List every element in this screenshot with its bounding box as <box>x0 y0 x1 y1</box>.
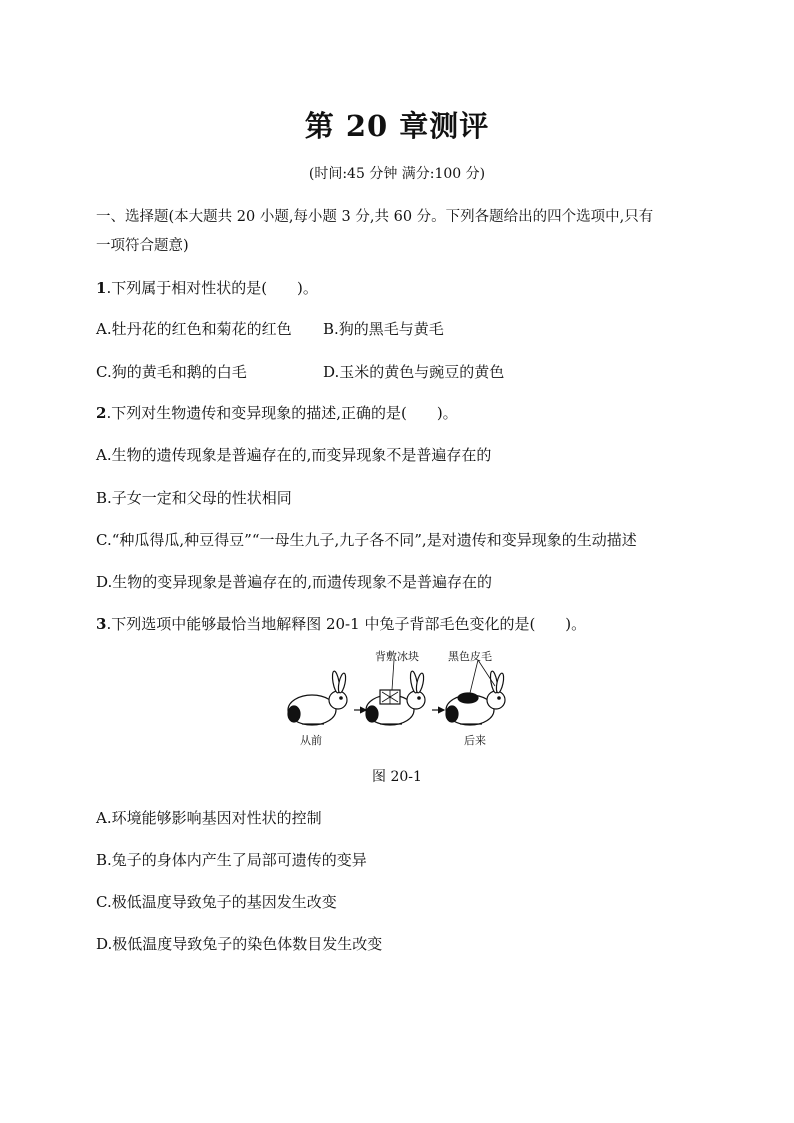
q1-option-c: C.狗的黄毛和鹅的白毛 <box>96 363 247 381</box>
q2-option-d: D.生物的变异现象是普遍存在的,而遗传现象不是普遍存在的 <box>96 573 493 591</box>
q3-option-c: C.极低温度导致兔子的基因发生改变 <box>96 893 337 911</box>
q2-option-b: B.子女一定和父母的性状相同 <box>96 489 292 507</box>
label-ice-pack: 背敷冰块 <box>375 650 419 663</box>
question-stem: .下列对生物遗传和变异现象的描述,正确的是( )。 <box>106 404 458 422</box>
rabbit-with-ice <box>366 671 425 725</box>
rabbit-figure <box>282 648 522 748</box>
q1-option-b: B.狗的黑毛与黄毛 <box>323 320 444 338</box>
rabbit-after <box>446 671 505 725</box>
question-3 <box>96 613 586 634</box>
q1-option-d: D.玉米的黄色与豌豆的黄色 <box>323 363 505 381</box>
question-1 <box>96 277 318 298</box>
section-instruction-line-1: 一、选择题(本大题共 20 小题,每小题 3 分,共 60 分。下列各题给出的四个选项中,只有 <box>96 209 654 225</box>
question-stem: .下列选项中能够最恰当地解释图 20-1 中兔子背部毛色变化的是( )。 <box>106 615 587 633</box>
rabbit-before <box>288 671 347 725</box>
question-number: 1 <box>96 279 107 297</box>
figure-caption: 图 20-1 <box>372 769 422 785</box>
q3-option-a: A.环境能够影响基因对性状的控制 <box>96 809 322 827</box>
section-instruction-line-2: 一项符合题意) <box>96 238 189 254</box>
question-2 <box>96 402 458 423</box>
question-number: 2 <box>96 404 107 422</box>
question-stem: .下列属于相对性状的是( )。 <box>106 279 318 297</box>
page-title: 第 20 章测评 <box>304 109 490 143</box>
question-number: 3 <box>96 615 107 633</box>
q3-option-d: D.极低温度导致兔子的染色体数目发生改变 <box>96 935 383 953</box>
q1-option-a: A.牡丹花的红色和菊花的红色 <box>96 320 292 338</box>
q3-option-b: B.兔子的身体内产生了局部可遗传的变异 <box>96 851 367 869</box>
label-before: 从前 <box>300 734 322 747</box>
label-after: 后来 <box>464 734 486 747</box>
label-black-fur: 黑色皮毛 <box>448 650 492 663</box>
q2-option-a: A.生物的遗传现象是普遍存在的,而变异现象不是普遍存在的 <box>96 446 492 464</box>
exam-info: (时间:45 分钟 满分:100 分) <box>308 166 486 182</box>
q2-option-c: C.“种瓜得瓜,种豆得豆”“一母生九子,九子各不同”,是对遗传和变异现象的生动描述 <box>96 531 637 549</box>
